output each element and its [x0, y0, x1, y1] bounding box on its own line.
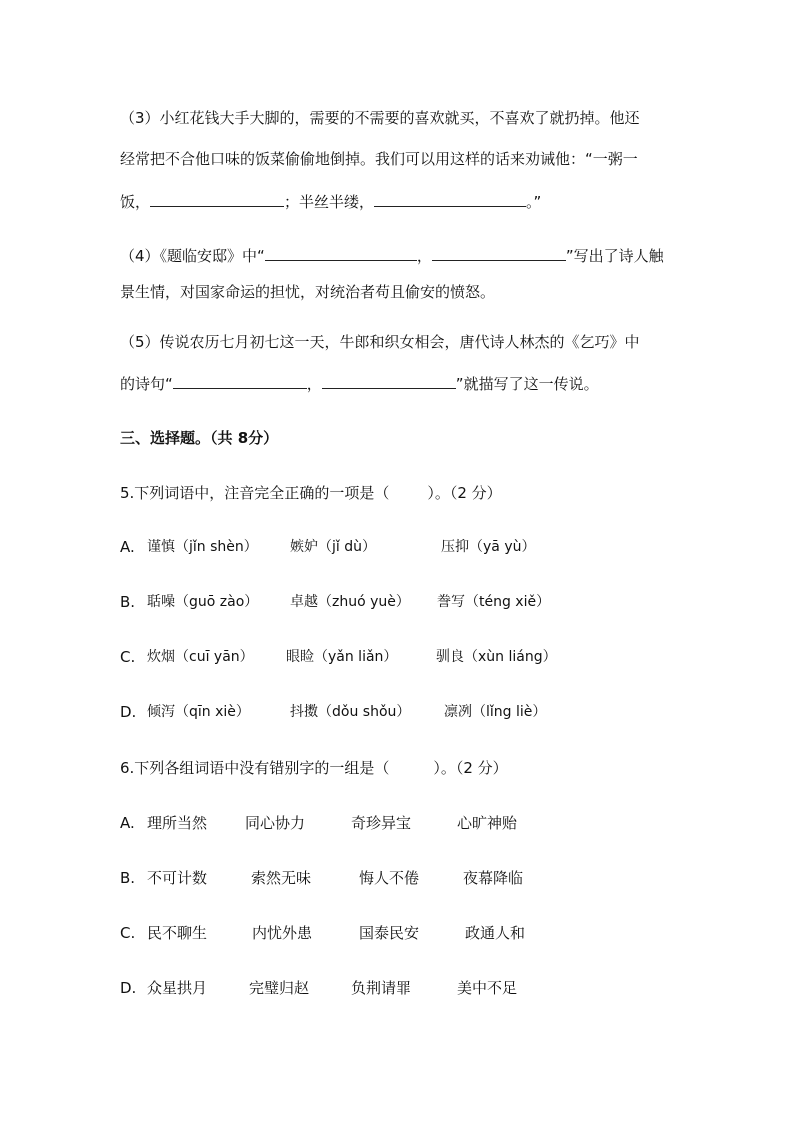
- question-5-stem: [120, 483, 502, 503]
- option-item: 悔人不倦: [359, 869, 420, 887]
- q3-line-1: [120, 108, 640, 128]
- option-label: D.: [120, 703, 137, 721]
- option-item: 同心协力: [245, 814, 306, 832]
- q3-text-3b: ；半丝半缕，: [284, 193, 375, 211]
- q4-text-1b: ，: [416, 247, 432, 265]
- option-label: B.: [120, 869, 136, 887]
- option-item: 卓越（zhuó yuè）: [290, 594, 410, 610]
- option-item: 负荆请罪: [351, 979, 412, 997]
- q3-blank-1[interactable]: [150, 192, 284, 207]
- option-item: 众星拱月: [147, 979, 208, 997]
- q3-text-3c: 。”: [526, 193, 542, 211]
- question-6-stem-b: ）。（2 分）: [433, 759, 508, 777]
- q3-blank-2[interactable]: [374, 192, 526, 207]
- option-item: 索然无味: [251, 869, 312, 887]
- option-item: 压抑（yā yù）: [441, 539, 536, 555]
- option-item: 美中不足: [457, 979, 518, 997]
- q4-text-2: 景生情，对国家命运的担忧，对统治者苟且偷安的愤怒。: [120, 283, 496, 301]
- option-item: 聒噪（guō zào）: [147, 594, 259, 610]
- option-item: 不可计数: [147, 869, 208, 887]
- q4-line-1: [120, 246, 664, 266]
- option-item: 夜幕降临: [463, 869, 524, 887]
- q5-text-1: （5）传说农历七月初七这一天，牛郎和织女相会，唐代诗人林杰的《乞巧》中: [120, 333, 640, 351]
- q5-blank-2[interactable]: [322, 374, 456, 389]
- option-item: 凛冽（lǐng liè）: [444, 704, 547, 720]
- q4-line-2: [120, 282, 495, 302]
- option-item: 嫉妒（jǐ dù）: [290, 539, 376, 555]
- q5-line-1: [120, 332, 640, 352]
- option-item: 内忧外患: [252, 924, 313, 942]
- option-item: 眼睑（yǎn liǎn）: [286, 649, 398, 665]
- question-5-stem-a: 5.下列词语中，注音完全正确的一项是（: [120, 484, 390, 502]
- section-3-heading-text: 三、选择题。（共 8分）: [120, 429, 279, 447]
- option-item: 抖擞（dǒu shǒu）: [290, 704, 411, 720]
- q5-line-2: [120, 374, 599, 394]
- q3-line-2: [120, 149, 638, 169]
- option-item: 倾泻（qīn xiè）: [147, 704, 250, 720]
- question-5-stem-b: ）。（2 分）: [427, 484, 502, 502]
- option-label: D.: [120, 979, 137, 997]
- q4-text-1c: ”写出了诗人触: [565, 247, 664, 265]
- option-item: 心旷神贻: [457, 814, 518, 832]
- q5-text-2b: ，: [306, 375, 322, 393]
- q5-text-2a: 的诗句“: [120, 375, 173, 393]
- option-item: 炊烟（cuī yān）: [147, 649, 254, 665]
- option-label: A.: [120, 538, 135, 556]
- q4-text-1a: （4）《题临安邸》中“: [120, 247, 265, 265]
- question-6-stem-a: 6.下列各组词语中没有错别字的一组是（: [120, 759, 390, 777]
- q3-text-1: （3）小红花钱大手大脚的，需要的不需要的喜欢就买，不喜欢了就扔掉。他还: [120, 109, 640, 127]
- q3-line-3: [120, 192, 541, 212]
- option-item: 完璧归赵: [249, 979, 310, 997]
- option-item: 驯良（xùn liáng）: [436, 649, 557, 665]
- q5-blank-1[interactable]: [173, 374, 307, 389]
- option-item: 奇珍异宝: [351, 814, 412, 832]
- option-item: 政通人和: [465, 924, 526, 942]
- option-label: C.: [120, 648, 136, 666]
- option-item: 国泰民安: [359, 924, 420, 942]
- q5-text-2c: ”就描写了这一传说。: [455, 375, 599, 393]
- q3-text-2: 经常把不合他口味的饭菜偷偷地倒掉。我们可以用这样的话来劝诫他：“一粥一: [120, 150, 638, 168]
- q4-blank-1[interactable]: [265, 246, 417, 261]
- option-item: 理所当然: [147, 814, 208, 832]
- option-label: A.: [120, 814, 135, 832]
- section-3-heading: [120, 428, 278, 448]
- q4-blank-2[interactable]: [432, 246, 566, 261]
- option-label: C.: [120, 924, 136, 942]
- option-item: 誊写（téng xiě）: [437, 594, 551, 610]
- question-6-stem: [120, 758, 508, 778]
- q3-text-3a: 饭，: [120, 193, 151, 211]
- option-item: 民不聊生: [147, 924, 208, 942]
- option-item: 谨慎（jǐn shèn）: [147, 539, 258, 555]
- option-label: B.: [120, 593, 136, 611]
